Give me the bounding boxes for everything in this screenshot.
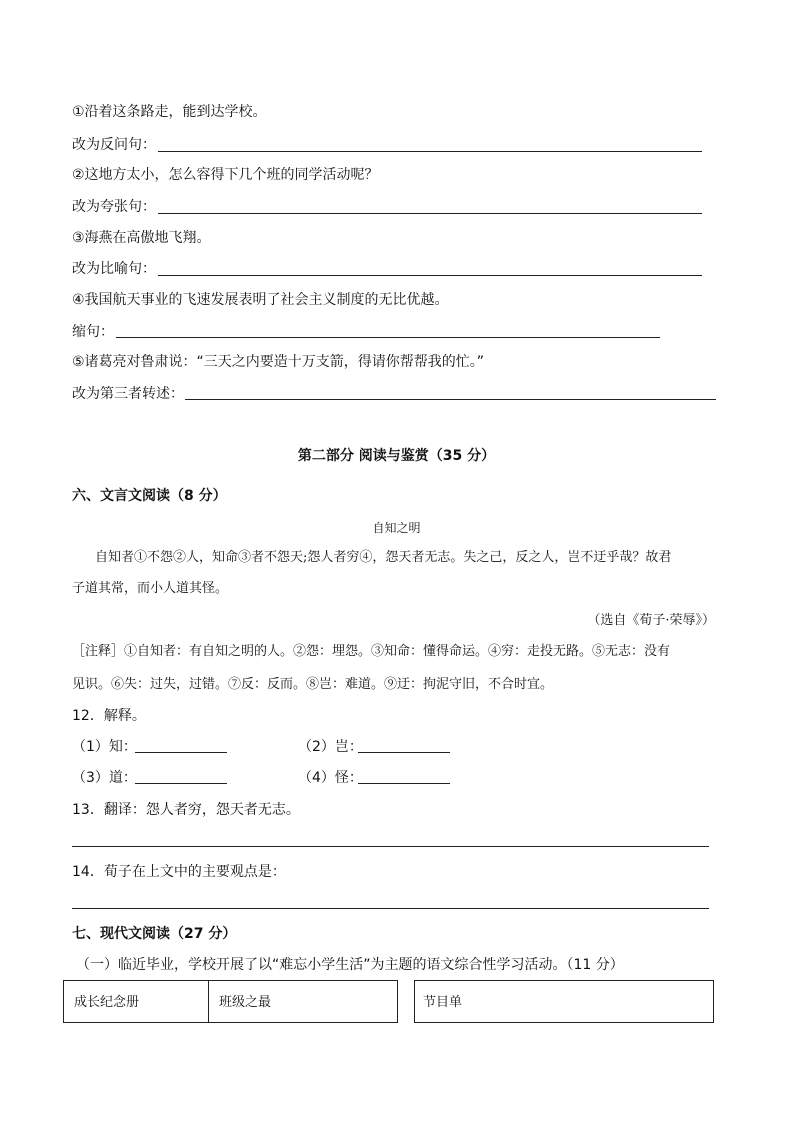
exercise-instruction-4: 缩句： — [72, 324, 114, 340]
q12-blank-2 — [358, 752, 450, 753]
answer-line-2 — [158, 213, 702, 214]
exercise-instruction-3: 改为比喻句： — [72, 261, 156, 277]
exercise-instruction-1: 改为反问句： — [72, 137, 156, 153]
exercise-instruction-5: 改为第三者转述： — [72, 386, 184, 402]
question-12: 12．解释。 — [72, 708, 146, 724]
box-program-list: 节目单 — [423, 995, 463, 1010]
q14-answer-line — [72, 908, 709, 909]
notes-line-1: ［注释］①自知者：有自知之明的人。②怨：埋怨。③知命：懂得命运。④穷：走投无路。⑤无志：没有 — [72, 644, 671, 659]
answer-line-5 — [185, 399, 716, 400]
question-14: 14．荀子在上文中的主要观点是： — [72, 864, 286, 880]
exercise-sentence-3: ③海燕在高傲地飞翔。 — [72, 230, 211, 246]
exercise-sentence-5: ⑤诸葛亮对鲁肃说：“三天之内要造十万支箭，得请你帮帮我的忙。” — [72, 354, 485, 370]
section-seven-intro: （一）临近毕业，学校开展了以“难忘小学生活”为主题的语文综合性学习活动。（11 分） — [76, 957, 624, 973]
exercise-sentence-1: ①沿着这条路走，能到达学校。 — [72, 104, 267, 120]
passage-line-2: 子道其常，而小人道其怪。 — [72, 581, 229, 596]
q12-item-2: （2）岂： — [298, 739, 363, 755]
q13-answer-line — [72, 846, 709, 847]
q12-blank-3 — [135, 783, 227, 784]
activity-table-left — [63, 980, 398, 1023]
section-six-heading: 六、文言文阅读（8 分） — [72, 488, 227, 504]
table-divider — [208, 981, 209, 1022]
passage-source: （选自《荀子·荣辱》） — [587, 613, 715, 628]
notes-line-2: 见识。⑥失：过失，过错。⑦反：反而。⑧岂：难道。⑨迂：拘泥守旧，不合时宜。 — [72, 677, 554, 692]
q12-item-1: （1）知： — [72, 739, 137, 755]
answer-line-1 — [158, 151, 702, 152]
q12-blank-1 — [135, 752, 227, 753]
part-two-title: 第二部分 阅读与鉴赏（35 分） — [297, 448, 496, 464]
q12-item-3: （3）道： — [72, 770, 137, 786]
passage-title: 自知之明 — [372, 521, 421, 535]
q12-item-4: （4）怪： — [298, 770, 363, 786]
exercise-sentence-2: ②这地方太小，怎么容得下几个班的同学活动呢？ — [72, 167, 379, 183]
section-seven-heading: 七、现代文阅读（27 分） — [72, 926, 237, 942]
activity-table-right — [414, 980, 714, 1023]
box-class-best: 班级之最 — [219, 995, 272, 1010]
box-growth-album: 成长纪念册 — [74, 995, 140, 1010]
answer-line-4 — [116, 337, 660, 338]
answer-line-3 — [158, 275, 702, 276]
exercise-instruction-2: 改为夸张句： — [72, 199, 156, 215]
q12-blank-4 — [358, 783, 450, 784]
passage-line-1: 自知者①不怨②人，知命③者不怨天;怨人者穷④，怨天者无志。失之己，反之人，岂不迂乎哉？故君 — [95, 550, 672, 565]
exercise-sentence-4: ④我国航天事业的飞速发展表明了社会主义制度的无比优越。 — [72, 292, 449, 308]
question-13: 13．翻译：怨人者穷，怨天者无志。 — [72, 802, 300, 818]
